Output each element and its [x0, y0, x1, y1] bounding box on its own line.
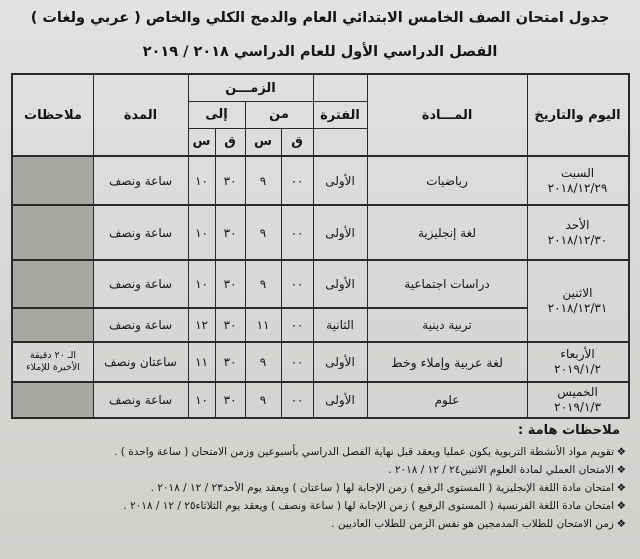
day-cell-saturday: [527, 157, 628, 204]
day-cell-sunday: [527, 206, 628, 259]
day-name: الخميس: [557, 385, 598, 399]
note-item: [14, 479, 626, 497]
to-hour-cell: ١٢: [195, 318, 208, 332]
bullet-icon: ❖: [616, 464, 626, 476]
important-notes-title: ملاحظات هامة :: [518, 423, 620, 438]
day-date: ٢٠١٨/١٢/٢٩: [547, 180, 608, 195]
subject-cell: علوم: [434, 393, 460, 407]
header-subject: المـــادة: [421, 107, 473, 123]
to-minute-cell: ٣٠: [223, 225, 237, 240]
to-hour-cell: ١٠: [195, 225, 208, 240]
day-date: ٢٠١٩/١/٢: [554, 362, 601, 376]
from-hour-cell: ١١: [256, 318, 270, 332]
to-hour-cell: ١٠: [195, 393, 208, 407]
header-from-minute: ق: [291, 134, 303, 149]
note-item: [14, 461, 626, 479]
period-cell: الأولى: [325, 393, 355, 407]
notes-cell-4: [13, 307, 93, 341]
header-from-hour: س: [254, 134, 272, 149]
period-cell: الأولى: [325, 225, 355, 240]
important-notes-list: [14, 443, 626, 533]
to-minute-cell: ٣٠: [223, 355, 237, 369]
from-hour-cell: ٩: [259, 355, 267, 369]
period-cell: الأولى: [325, 173, 355, 188]
from-hour-cell: ٩: [259, 393, 267, 407]
note-text: زمن الامتحان للطلاب المدمجين هو نفس الزمن للطلاب العاديين .: [331, 518, 614, 530]
note-item: [14, 515, 626, 533]
header-notes: ملاحظات: [24, 107, 82, 123]
to-minute-cell: ٣٠: [223, 173, 237, 188]
to-hour-cell: ١٠: [195, 173, 208, 188]
from-minute-cell: ٠٠: [290, 173, 304, 188]
from-minute-cell: ٠٠: [290, 355, 304, 369]
period-cell: الثانية: [326, 318, 354, 332]
header-from: من: [269, 107, 289, 122]
bullet-icon: ❖: [616, 446, 626, 458]
bullet-icon: ❖: [616, 500, 626, 512]
notes-cell-1: [13, 157, 93, 204]
day-date: ٢٠١٨/١٢/٣١: [547, 301, 608, 315]
from-hour-cell: ٩: [259, 277, 267, 291]
from-minute-cell: ٠٠: [290, 277, 304, 291]
note-line: الـ ٢٠ دقيقة: [29, 350, 77, 362]
to-minute-cell: ٣٠: [223, 277, 237, 291]
duration-cell: ساعة ونصف: [108, 277, 173, 291]
from-minute-cell: ٠٠: [290, 225, 304, 240]
day-cell-monday: [527, 261, 628, 341]
note-text: امتحان مادة اللغة الإنجليزية ( المستوى الرفيع ) زمن الإجابة لها ( ساعتان ) ويعقد يوم الأحد٢٣ / ١٢ / ٢٠١٨ .: [150, 482, 614, 494]
note-text: امتحان مادة اللغة الفرنسية ( المستوى الرفيع ) زمن الإجابة لها ( ساعة ونصف ) ويعقد يوم الثلاثاء٢٥ / ١٢ / ٢٠١٨ .: [123, 500, 614, 512]
notes-cell-6: [13, 381, 93, 417]
subject-cell: دراسات اجتماعية: [404, 277, 490, 291]
duration-cell: ساعة ونصف: [108, 318, 173, 332]
note-item: [14, 443, 626, 461]
note-item: [14, 497, 626, 515]
subject-cell: لغة إنجليزية: [417, 225, 477, 240]
header-period: الفترة: [320, 107, 360, 123]
subject-cell: تربية دينية: [422, 318, 472, 332]
from-minute-cell: ٠٠: [290, 393, 304, 407]
day-date: ٢٠١٩/١/٣: [554, 400, 601, 414]
bullet-icon: ❖: [616, 518, 626, 530]
subject-cell: رياضيات: [426, 173, 468, 188]
day-cell-thursday: [527, 383, 628, 417]
day-cell-wednesday: [527, 343, 628, 381]
to-minute-cell: ٣٠: [223, 318, 237, 332]
duration-cell: ساعتان ونصف: [104, 355, 177, 369]
duration-cell: ساعة ونصف: [108, 225, 173, 240]
notes-cell-3: [13, 259, 93, 307]
period-cell: الأولى: [325, 277, 355, 291]
notes-cell-2: [13, 204, 93, 259]
header-time: الزمـــن: [225, 80, 276, 96]
from-hour-cell: ٩: [259, 225, 267, 240]
period-cell: الأولى: [325, 355, 355, 369]
from-minute-cell: ٠٠: [290, 318, 304, 332]
note-text: تقويم مواد الأنشطة التربوية يكون عمليا ويعقد قبل نهاية الفصل الدراسي بأسبوعين وزمن الامتحان ( ساعة واحدة ) .: [114, 446, 614, 458]
bullet-icon: ❖: [616, 482, 626, 494]
day-date: ٢٠١٨/١٢/٣٠: [547, 232, 608, 247]
schedule-title: جدول امتحان الصف الخامس الابتدائي العام والدمج الكلي والخاص ( عربي ولغات ): [30, 10, 610, 26]
header-to: إلى: [205, 107, 228, 122]
to-hour-cell: ١١: [195, 355, 208, 369]
header-to-hour: س: [192, 134, 211, 149]
header-to-minute: ق: [224, 134, 236, 149]
day-name: السبت: [560, 165, 595, 180]
dictation-note-cell: [13, 343, 93, 381]
from-hour-cell: ٩: [259, 173, 267, 188]
header-duration: المدة: [123, 107, 158, 123]
subject-cell: لغة عربية وإملاء وخط: [391, 354, 503, 370]
header-day-date: اليوم والتاريخ: [534, 107, 621, 123]
day-name: الاثنين: [562, 286, 593, 300]
duration-cell: ساعة ونصف: [108, 173, 173, 188]
to-hour-cell: ١٠: [195, 277, 208, 291]
day-name: الأحد: [565, 217, 590, 232]
note-text: الامتحان العملي لمادة العلوم الاثنين٢٤ / ١٢ / ٢٠١٨ .: [388, 464, 614, 476]
note-line: الأخيرة للإملاء: [26, 362, 80, 373]
schedule-table: [11, 73, 630, 419]
to-minute-cell: ٣٠: [223, 393, 237, 407]
term-subtitle: الفصل الدراسي الأول للعام الدراسي ٢٠١٨ / ٢٠١٩: [142, 44, 498, 60]
duration-cell: ساعة ونصف: [108, 393, 173, 407]
day-name: الأربعاء: [560, 347, 595, 361]
